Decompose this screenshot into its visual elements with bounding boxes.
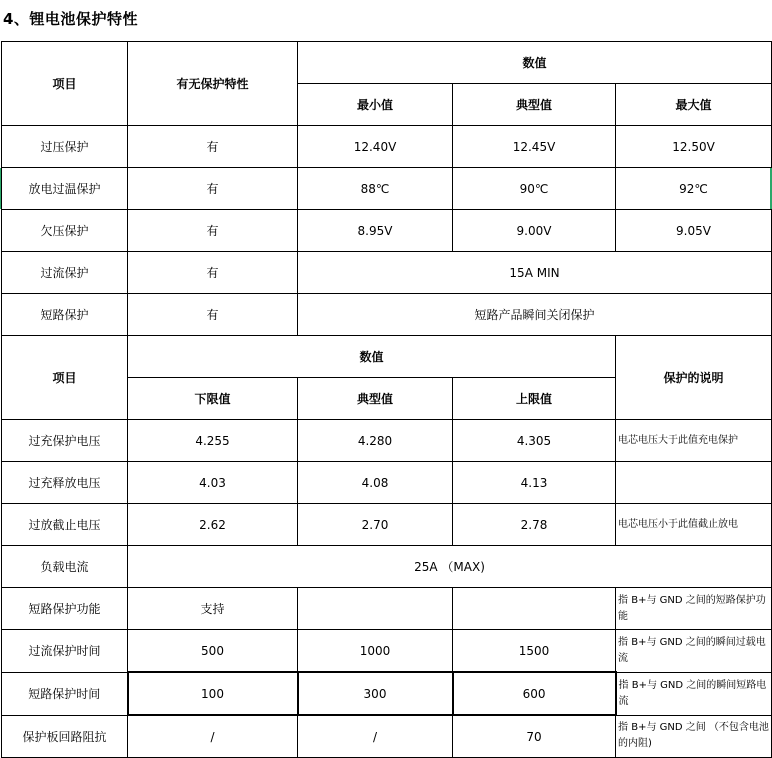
- cell-max: 92℃: [616, 168, 772, 210]
- cell-description: [616, 462, 772, 504]
- cell-typical: [298, 588, 453, 630]
- cell-item: 过放截止电压: [2, 504, 128, 546]
- table-row: [2, 672, 772, 715]
- header-max: 最大值: [616, 84, 772, 126]
- cell-description: 指 B+与 GND 之间的短路保护功能: [616, 588, 772, 630]
- table-row: [2, 504, 772, 546]
- header-item: 项目: [2, 336, 128, 420]
- cell-description: 电芯电压小于此值截止放电: [616, 504, 772, 546]
- cell-has: 有: [128, 252, 298, 294]
- cell-item: 短路保护: [2, 294, 128, 336]
- cell-item: 过充释放电压: [2, 462, 128, 504]
- cell-description: 指 B+与 GND 之间 （不包含电池的内阻): [616, 715, 772, 758]
- header-item: 项目: [2, 42, 128, 126]
- cell-upper: 2.78: [453, 504, 616, 546]
- cell-lower: 4.03: [128, 462, 298, 504]
- cell-lower: 支持: [128, 588, 298, 630]
- table-row: [2, 168, 772, 210]
- cell-item: 过流保护时间: [2, 630, 128, 673]
- cell-lower: 4.255: [128, 420, 298, 462]
- cell-min: 12.40V: [298, 126, 453, 168]
- table-row: [2, 126, 772, 168]
- cell-min: 88℃: [298, 168, 453, 210]
- table-row: [2, 630, 772, 673]
- cell-item: 保护板回路阻抗: [2, 715, 128, 758]
- table-row: [2, 294, 772, 336]
- cell-lower: 100: [128, 672, 298, 715]
- cell-typical: 4.08: [298, 462, 453, 504]
- cell-has: 有: [128, 168, 298, 210]
- table-row: [2, 588, 772, 630]
- cell-item: 过流保护: [2, 252, 128, 294]
- cell-item: 过充保护电压: [2, 420, 128, 462]
- cell-description: 指 B+与 GND 之间的瞬间短路电流: [616, 672, 772, 715]
- cell-typical: 4.280: [298, 420, 453, 462]
- table-row: [2, 210, 772, 252]
- cell-typical: 2.70: [298, 504, 453, 546]
- header-values: 数值: [298, 42, 772, 84]
- cell-lower: 2.62: [128, 504, 298, 546]
- header-upper-limit: 上限值: [453, 378, 616, 420]
- cell-has: 有: [128, 294, 298, 336]
- cell-typical: 90℃: [453, 168, 616, 210]
- cell-lower: /: [128, 715, 298, 758]
- cell-min: 8.95V: [298, 210, 453, 252]
- table-row: [2, 546, 772, 588]
- parameter-table: [1, 335, 772, 758]
- cell-lower: 500: [128, 630, 298, 673]
- cell-merged-value: 15A MIN: [298, 252, 772, 294]
- cell-merged-value: 短路产品瞬间关闭保护: [298, 294, 772, 336]
- table-row: [2, 252, 772, 294]
- cell-item: 放电过温保护: [2, 168, 128, 210]
- cell-upper: [453, 588, 616, 630]
- cell-upper: 1500: [453, 630, 616, 673]
- cell-typical: 12.45V: [453, 126, 616, 168]
- cell-item: 短路保护时间: [2, 672, 128, 715]
- cell-has: 有: [128, 210, 298, 252]
- header-min: 最小值: [298, 84, 453, 126]
- table-row: [2, 715, 772, 758]
- table-row: [2, 462, 772, 504]
- cell-upper: 600: [453, 672, 616, 715]
- header-lower-limit: 下限值: [128, 378, 298, 420]
- header-description: 保护的说明: [616, 336, 772, 420]
- cell-upper: 4.13: [453, 462, 616, 504]
- protection-table: [1, 41, 772, 336]
- cell-has: 有: [128, 126, 298, 168]
- cell-typical: /: [298, 715, 453, 758]
- cell-item: 过压保护: [2, 126, 128, 168]
- cell-description: 指 B+与 GND 之间的瞬间过载电流: [616, 630, 772, 673]
- table-row: [2, 420, 772, 462]
- header-values: 数值: [128, 336, 616, 378]
- cell-item: 短路保护功能: [2, 588, 128, 630]
- section-title: 4、锂电池保护特性: [3, 10, 138, 28]
- cell-max: 12.50V: [616, 126, 772, 168]
- header-typical: 典型值: [298, 378, 453, 420]
- cell-upper: 4.305: [453, 420, 616, 462]
- selection-marker-left: [0, 168, 1, 209]
- cell-max: 9.05V: [616, 210, 772, 252]
- cell-upper: 70: [453, 715, 616, 758]
- cell-typical: 1000: [298, 630, 453, 673]
- cell-typical: 300: [298, 672, 453, 715]
- cell-description: 电芯电压大于此值充电保护: [616, 420, 772, 462]
- cell-typical: 9.00V: [453, 210, 616, 252]
- cell-item: 欠压保护: [2, 210, 128, 252]
- cell-item: 负载电流: [2, 546, 128, 588]
- header-typical: 典型值: [453, 84, 616, 126]
- header-has-protection: 有无保护特性: [128, 42, 298, 126]
- cell-merged-value: 25A （MAX): [128, 546, 772, 588]
